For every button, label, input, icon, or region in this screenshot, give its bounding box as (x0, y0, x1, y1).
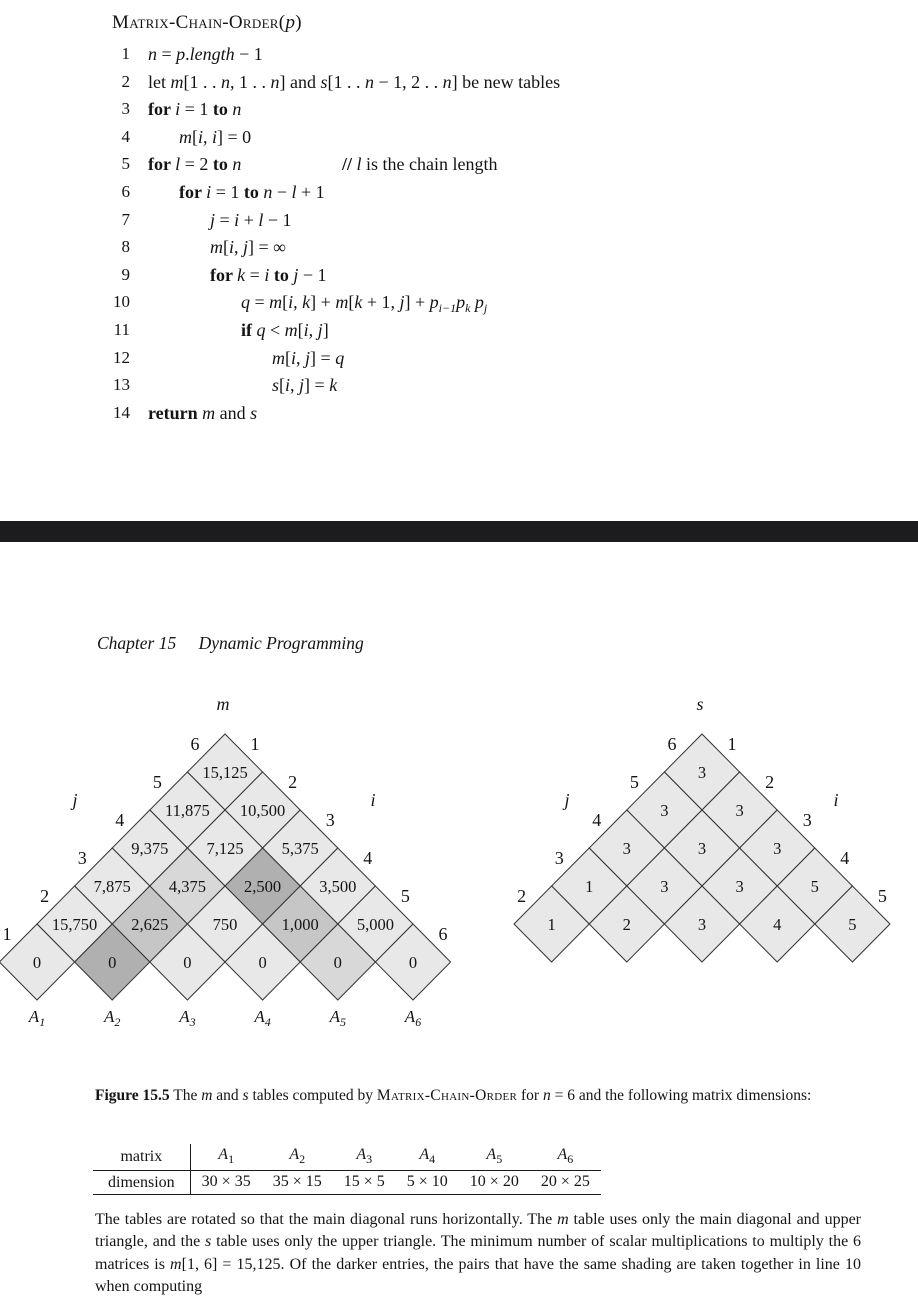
figure-15-5-tables (0, 690, 918, 1050)
edge-index-right: 3 (802, 810, 812, 830)
cell-value: 1 (547, 915, 556, 934)
dimension-value: 10 × 20 (459, 1171, 530, 1195)
matrix-header: $A_3$ (333, 1144, 396, 1171)
matrix-label: $A_2$ (104, 1007, 121, 1029)
matrix-label: $A_5$ (329, 1007, 346, 1029)
cell-value: 11,875 (165, 801, 210, 820)
edge-index-right: 3 (325, 810, 335, 830)
matrix-label: $A_6$ (404, 1007, 422, 1029)
cell-value: 0 (32, 953, 42, 972)
cell-value: 3 (660, 801, 669, 820)
cell-value: 3 (697, 763, 707, 782)
cell-value: 3 (697, 915, 707, 934)
cell-value: 0 (408, 953, 418, 972)
edge-index-left: 4 (115, 810, 125, 830)
page-divider (0, 521, 918, 542)
dimension-value: 15 × 5 (333, 1171, 396, 1195)
cell-value: 7,125 (206, 839, 244, 858)
matrix-header: $A_2$ (262, 1144, 333, 1171)
cell-value: 1 (585, 877, 594, 896)
table-title: s (696, 694, 704, 714)
cell-value: 5 (810, 877, 819, 896)
axis-label-i: i (370, 790, 376, 810)
axis-label-j: j (72, 790, 78, 810)
cell-value: 0 (333, 953, 342, 972)
matrix-header: $A_6$ (530, 1144, 601, 1171)
cell-value: 4,375 (168, 877, 206, 896)
matrix-header: $A_4$ (396, 1144, 459, 1171)
cell-value: 4 (773, 915, 782, 934)
edge-index-right: 4 (840, 848, 850, 868)
dimension-value: 35 × 15 (262, 1171, 333, 1195)
edge-index-left: 3 (554, 848, 564, 868)
matrix-header: $A_5$ (459, 1144, 530, 1171)
body-paragraph: The tables are rotated so that the main diagonal runs horizontally. The m table uses only the main diagonal and upper triangle, and the s table uses only the upper triangle. The minimum number of scalar multiplications to multiply the 6 matrices is m[1, 6] = 15,125. Of the darker entries, the pairs that have the same shading are taken together in line 10 when computing (95, 1211, 862, 1295)
edge-index-left: 2 (40, 886, 50, 906)
row-label: matrix (93, 1144, 190, 1171)
code-comment: // l is the chain length (342, 154, 498, 175)
pseudocode-line: 3 for i = 1 to n (121, 99, 242, 120)
pseudocode-line: 6 for i = 1 to n − l + 1 (121, 181, 325, 202)
edge-index-right: 1 (727, 734, 737, 754)
edge-index-left: 6 (190, 734, 200, 754)
axis-label-j: j (564, 790, 570, 810)
axis-label-i: i (833, 790, 839, 810)
pseudocode-line: 8 m[i, j] = ∞ (121, 237, 287, 258)
cell-value: 0 (108, 953, 117, 972)
edge-index-right: 5 (877, 886, 887, 906)
cell-value: 3 (697, 839, 707, 858)
dimension-value: 5 × 10 (396, 1171, 459, 1195)
matrix-label: $A_4$ (254, 1007, 271, 1029)
cell-value: 3 (735, 801, 744, 820)
cell-value: 3 (622, 839, 631, 858)
m-table (0, 694, 451, 1029)
edge-index-left: 6 (667, 734, 677, 754)
cell-value: 1,000 (281, 915, 319, 934)
pseudocode-line: 4 m[i, i] = 0 (121, 126, 252, 147)
edge-index-left: 2 (517, 886, 527, 906)
edge-index-left: 5 (629, 772, 639, 792)
pseudocode-line: 11 if q < m[i, j] (113, 319, 329, 340)
s-table (514, 694, 890, 962)
cell-value: 0 (258, 953, 267, 972)
cell-value: 3,500 (319, 877, 357, 896)
pseudocode-line: 12 m[i, j] = q (113, 347, 345, 368)
pseudocode-line: 7 j = i + l − 1 (121, 209, 292, 230)
edge-index-right: 2 (288, 772, 298, 792)
cell-value: 2,500 (244, 877, 282, 896)
running-head (97, 633, 364, 654)
row-label: dimension (93, 1171, 190, 1195)
edge-index-right: 4 (363, 848, 373, 868)
edge-index-left: 3 (77, 848, 87, 868)
edge-index-right: 2 (765, 772, 775, 792)
edge-index-right: 6 (438, 924, 448, 944)
cell-value: 2,625 (131, 915, 169, 934)
cell-value: 3 (660, 877, 669, 896)
pseudocode-lines (112, 44, 852, 430)
chapter-label: Chapter 15 (97, 633, 177, 653)
pseudocode-block (112, 12, 852, 430)
matrix-label: $A_3$ (179, 1007, 196, 1029)
table-title: m (216, 694, 230, 714)
cell-value: 9,375 (131, 839, 169, 858)
cell-value: 2 (622, 915, 631, 934)
dimension-table (93, 1144, 601, 1195)
pseudocode-line: 5 for l = 2 to n // l is the chain length (121, 154, 498, 175)
dimension-value: 20 × 25 (530, 1171, 601, 1195)
figure-caption: Figure 15.5 The m and s tables computed by Matrix-Chain-Order for n = 6 and the following matrix dimensions: (95, 1087, 812, 1104)
dimension-value: 30 × 35 (190, 1171, 262, 1195)
cell-value: 7,875 (93, 877, 131, 896)
edge-index-left: 1 (2, 924, 12, 944)
edge-index-left: 5 (152, 772, 162, 792)
matrix-header: $A_1$ (190, 1144, 262, 1171)
cell-value: 10,500 (239, 801, 286, 820)
cell-value: 15,750 (51, 915, 98, 934)
pseudocode-line: 10 q = m[i, k] + m[k + 1, $j] + p_{i-1}p_k$ $p_j$ (113, 292, 488, 316)
edge-index-right: 1 (250, 734, 260, 754)
cell-value: 3 (773, 839, 782, 858)
edge-index-right: 5 (400, 886, 410, 906)
matrix-label: $A_1$ (28, 1007, 46, 1029)
pseudocode-line: 1 n = p.length − 1 (121, 44, 263, 64)
edge-index-left: 4 (592, 810, 602, 830)
cell-value: 5,000 (356, 915, 394, 934)
cell-value: 15,125 (202, 763, 248, 782)
cell-value: 750 (212, 915, 238, 934)
cell-value: 5,375 (281, 839, 319, 858)
pseudocode-line: 14 return m and s (113, 402, 258, 423)
cell-value: 3 (735, 877, 744, 896)
pseudocode-line: 2 let m[1 . . n, 1 . . n] and s[1 . . n − 1, 2 . . n] be new tables (121, 71, 561, 92)
pseudocode-line: 9 for k = i to j − 1 (121, 264, 327, 285)
chapter-title: Dynamic Programming (198, 633, 364, 653)
cell-value: 0 (183, 953, 192, 972)
cell-value: 5 (848, 915, 857, 934)
pseudocode-line: 13 s[i, j] = k (113, 375, 338, 396)
procedure-title: Matrix-Chain-Order(p) (112, 12, 302, 33)
